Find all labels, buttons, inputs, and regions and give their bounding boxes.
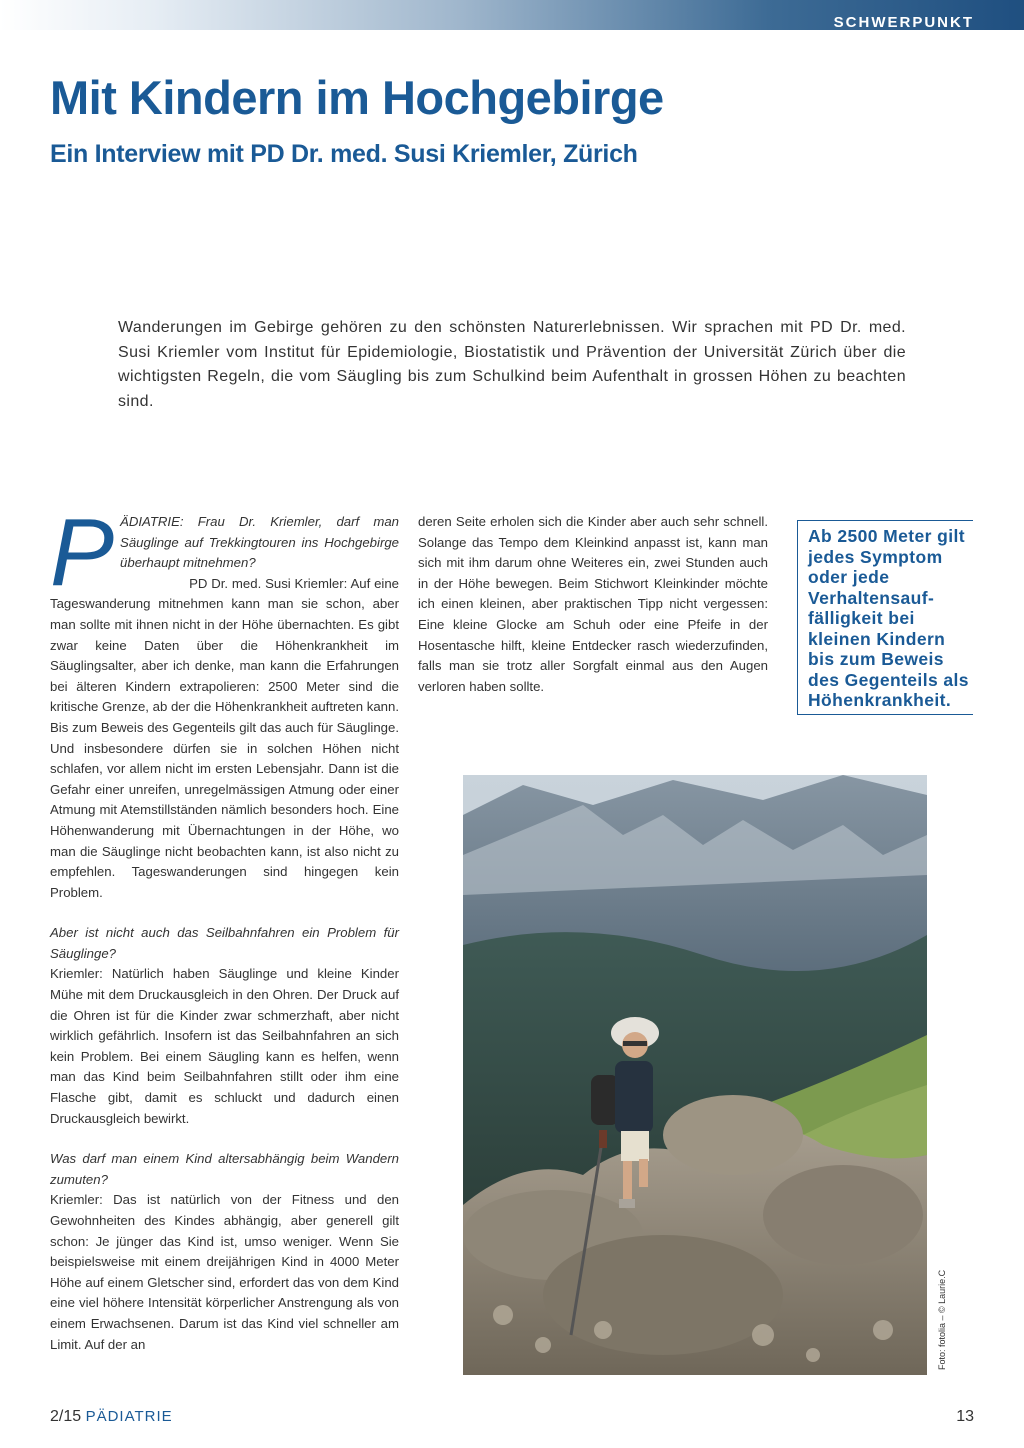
article-subtitle: Ein Interview mit PD Dr. med. Susi Kriemler, Zürich bbox=[50, 140, 638, 168]
question-2: Aber ist nicht auch das Seilbahnfahren ein Problem für Säuglinge? bbox=[50, 925, 399, 961]
text-column-left bbox=[50, 499, 400, 1355]
magazine-name: PÄDIATRIE bbox=[85, 1408, 173, 1425]
section-label: SCHWERPUNKT bbox=[833, 14, 974, 31]
drop-cap: P bbox=[50, 499, 115, 606]
child-hiking-mountain-photo bbox=[463, 775, 927, 1375]
article-title: Mit Kindern im Hochgebirge bbox=[50, 71, 664, 124]
answer-2 bbox=[50, 964, 399, 1129]
question-1: ÄDIATRIE: Frau Dr. Kriemler, darf man Säuglinge auf Trekkingtouren ins Hochgebirge überhaupt mitnehmen? bbox=[120, 514, 399, 571]
answer-2-text: Natürlich haben Säuglinge und kleine Kinder Mühe mit dem Druckausgleich in den Ohren. Der Druck auf die Ohren ist für die Kinder zwar schmerzhaft, aber nicht wirklich gefährlich. Insofern ist das Seilbahnfahren an sich kein Problem. Bei einem Säugling kann es helfen, wenn man das Kind beim Seilbahnfahren stillt oder ihm eine Flasche gibt, damit es schluckt und dadurch einen Druckausgleich bewirkt. bbox=[50, 966, 399, 1126]
answer-3-continued: deren Seite erholen sich die Kinder aber auch sehr schnell. Solange das Tempo dem Kleinkind anpasst ist, kann man sich mit ihm darum ohne Weiteres ein, zwei Stunden auch in der Höhe bewegen. Beim Stichwort Kleinkinder möchte ich einen kleinen, aber praktischen Tipp nicht vergessen: Eine kleine Glocke am Schuh oder eine Pfeife in der Hosentasche hilft, kleine Entdecker rasch wiederzufinden, falls man sie trotz aller Sorgfalt einmal aus den Augen verloren haben sollte. bbox=[418, 514, 768, 694]
question-3: Was darf man einem Kind altersabhängig beim Wandern zumuten? bbox=[50, 1151, 399, 1187]
page-number: 13 bbox=[956, 1408, 974, 1425]
issue-number: 2/15 bbox=[50, 1408, 82, 1425]
photo-credit: Foto: fotolia – © Laurie.C bbox=[937, 1269, 947, 1370]
speaker-label: Kriemler: bbox=[50, 1192, 103, 1208]
answer-1-text: Auf eine Tageswanderung mitnehmen kann man sie schon, aber man sollte mit ihnen nicht in der Höhe übernachten. Es gibt zwar keine Daten über die Höhenkrankheit im Säuglingsalter, aber ich denke, man kann die Erfahrungen bei älteren Kindern extrapolieren: 2500 Meter sind die kritische Grenze, ab der die Höhenkrankheit auftreten kann. Bis zum Beweis des Gegenteils gilt das auch für Säuglinge. Und insbesondere dürfen sie in solchen Höhen nicht schlafen, vor allem nicht im ersten Lebensjahr. Dann ist die Gefahr einer unreifen, unregelmässigen Atmung oder einer Atmung mit Atemstillständen nämlich besonders hoch. Eine Höhenwanderung mit Übernachtungen in der Höhe, wo man die Säuglinge nicht beobachten kann, ist also nicht zu empfehlen. Tageswanderungen sind hingegen kein Problem. bbox=[50, 575, 399, 900]
pull-quote: Ab 2500 Meter gilt jedes Symptom oder jede Verhaltensauffälligkeit bei kleinen Kindern bis zum Beweis des Gegenteils als Höhenkrankheit. bbox=[797, 520, 973, 715]
text-column-right bbox=[418, 512, 768, 697]
article-photo bbox=[463, 775, 927, 1375]
footer-issue bbox=[50, 1408, 173, 1426]
answer-1 bbox=[50, 574, 399, 904]
speaker-label: PD Dr. med. Susi Kriemler: bbox=[189, 575, 348, 591]
speaker-label: Kriemler: bbox=[50, 966, 103, 982]
answer-3-text: Das ist natürlich von der Fitness und den Gewohnheiten des Kindes abhängig, aber generell gilt schon: Je jünger das Kind ist, umso weniger. Wenn Sie beispielsweise mit einem dreijährigen Kind in 4000 Meter Höhe auf einem Gletscher sind, erfordert das von dem Kind eine viel höhere Intensität körperlicher Anstrengung als von einem Erwachsenen. Darum ist das Kind viel schneller am Limit. Auf der an bbox=[50, 1192, 400, 1352]
answer-3 bbox=[50, 1190, 399, 1355]
lead-paragraph: Wanderungen im Gebirge gehören zu den schönsten Naturerlebnissen. Wir sprachen mit PD Dr. med. Susi Kriemler vom Institut für Epidemiologie, Biostatistik und Prävention der Universität Zürich über die wichtigsten Regeln, die vom Säugling bis zum Schulkind beim Aufenthalt in grossen Höhen zu beachten sind. bbox=[118, 319, 906, 410]
